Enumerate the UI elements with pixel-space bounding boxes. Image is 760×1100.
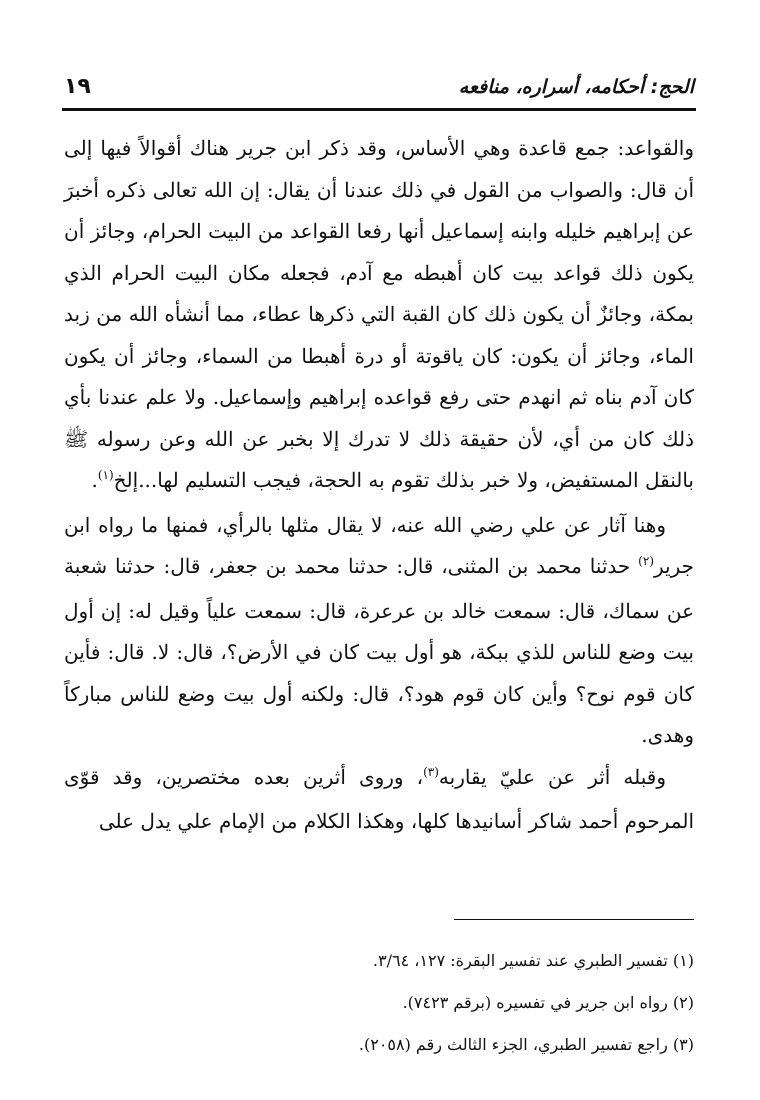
page-number: ١٩ (64, 74, 91, 99)
paragraph-3-text-a: وقبله أثر عن عليّ يقاربه (438, 764, 666, 789)
paragraph-3 (64, 757, 694, 843)
header-divider (62, 108, 696, 111)
paragraph-2-text-b: حدثنا محمد بن المثنى، قال: حدثنا محمد بن جعفر، قال: حدثنا شعبة عن سماك، قال: سمعت خالد بن عرعرة، قال: سمعت علياً وقيل له: إن أول بيت وضع للناس للذي ببكة، هو أول بيت كان في الأرض؟، قال: لا. قال: فأين كان قوم نوح؟ وأين كان قوم هود؟، قال: ولكنه أول بيت وضع للناس مباركاً وهدى. (64, 554, 694, 747)
paragraph-1-text: والقواعد: جمع قاعدة وهي الأساس، وقد ذكر ابن جرير هناك أقوالاً فيها إلى أن قال: والصواب من القول في ذلك عندنا أن يقال: إن الله تعالى ذكره أخبرَ عن إبراهيم خليله وابنه إسماعيل أنها رفعا القواعد من البيت الحرام، وجائز أن يكون ذلك قواعد بيت كان أهبطه مع آدم، فجعله مكان البيت الحرام الذي بمكة، وجائزٌ أن يكون ذلك كان القبة التي ذكرها عطاء، مما أنشأه الله من زبد الماء، وجائز أن يكون: كان ياقوتة أو درة أهبطا من السماء، وجائز أن يكون كان آدم بناه ثم انهدم حتى رفع قواعده إبراهيم وإسماعيل. ولا علم عندنا بأي ذلك كان من أي، لأن حقيقة ذلك لا تدرك إلا بخبر عن الله وعن رسوله ﷺ بالنقل المستفيض، ولا خبر بذلك تقوم به الحجة، فيجب التسليم لها...إلخ (64, 136, 694, 492)
paragraph-1-end: . (91, 468, 98, 492)
footnote-2: (٢) رواه ابن جرير في تفسيره (برقم ٧٤٢٣). (402, 993, 694, 1012)
paragraph-1 (64, 128, 694, 505)
footnote-1: (١) تفسير الطبري عند تفسير البقرة: ١٢٧، ٣/٦٤. (372, 951, 694, 970)
footnote-ref-3: (٣) (423, 764, 439, 779)
footnote-3: (٣) راجع تفسير الطبري، الجزء الثالث رقم (٢٠٥٨). (358, 1035, 694, 1054)
footnote-ref-2: (٢) (638, 554, 654, 568)
main-text (64, 128, 694, 843)
paragraph-3-text-b: ، وروى أثرين بعده مختصرين، وقد قوّى المرحوم أحمد شاكر أسانيدها كلها، وهكذا الكلام من الإمام علي يدل على (64, 764, 694, 833)
running-header (64, 74, 694, 110)
footnote-divider (454, 919, 694, 920)
running-title: الحج: أحكامه، أسراره، منافعه (458, 76, 694, 98)
paragraph-2-text-a: وهنا آثار عن علي رضي الله عنه، لا يقال مثلها بالرأي، فمنها ما رواه ابن جرير (64, 512, 694, 578)
footnotes (64, 940, 694, 1066)
paragraph-2 (64, 505, 694, 757)
footnote-ref-1: (١) (97, 468, 114, 482)
